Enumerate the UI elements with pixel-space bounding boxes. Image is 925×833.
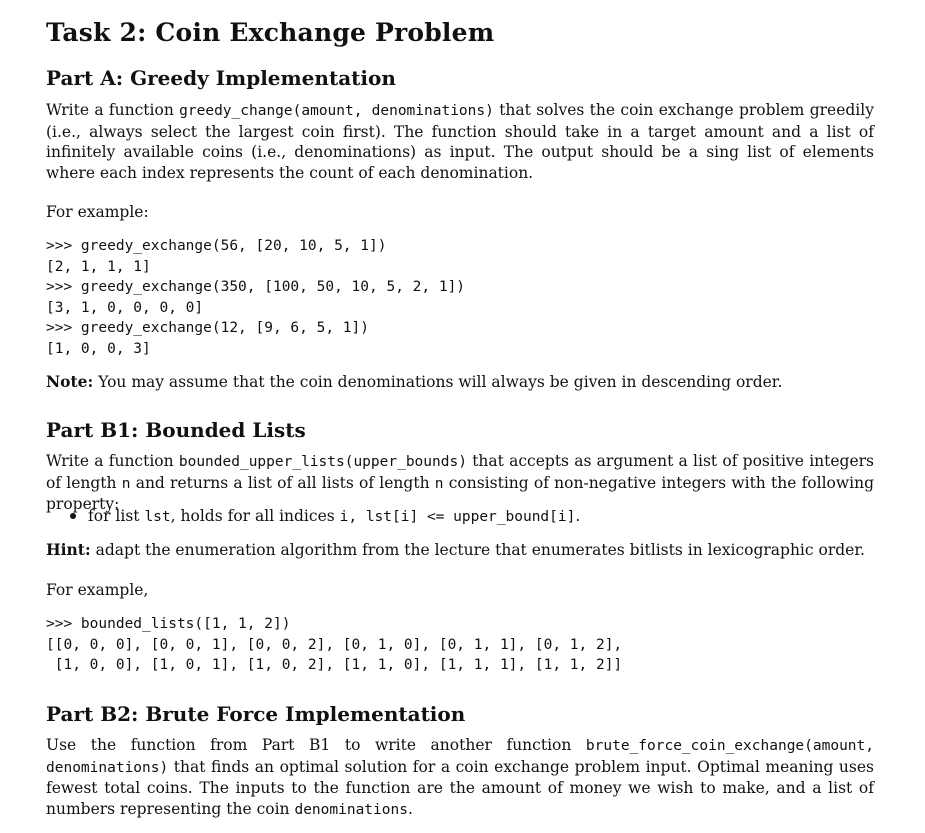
task-title: Task 2: Coin Exchange Problem bbox=[46, 18, 495, 47]
inline-code: bounded_upper_lists(upper_bounds) bbox=[178, 454, 467, 470]
part-a-code-block bbox=[46, 236, 465, 359]
inline-code: brute_force_coin_exchange(amount, denominations) bbox=[46, 738, 874, 776]
part-b1-hint bbox=[46, 540, 865, 559]
part-a-heading: Part A: Greedy Implementation bbox=[46, 66, 396, 90]
inline-code: greedy_change(amount, denominations) bbox=[179, 103, 494, 119]
code-line: >>> greedy_exchange(12, [9, 6, 5, 1]) bbox=[46, 320, 370, 336]
hint-label: Hint: bbox=[46, 540, 91, 559]
code-line: >>> bounded_lists([1, 1, 2]) bbox=[46, 616, 291, 632]
code-line: [1, 0, 0, 3] bbox=[46, 340, 151, 357]
note-text: You may assume that the coin denominations will always be given in descending order. bbox=[98, 373, 783, 391]
part-b1-heading: Part B1: Bounded Lists bbox=[46, 418, 306, 442]
part-b2-heading: Part B2: Brute Force Implementation bbox=[46, 702, 466, 726]
code-line: >>> greedy_exchange(350, [100, 50, 10, 5, 2, 1]) bbox=[46, 279, 466, 295]
part-a-example-label: For example: bbox=[46, 203, 149, 221]
code-line: [1, 0, 0], [1, 0, 1], [1, 0, 2], [1, 1, 0], [1, 1, 1], [1, 1, 2]] bbox=[46, 657, 623, 673]
part-b2-description: Use the function from Part B1 to write another function brute_force_coin_exchange(amount, denominations) that finds an optimal solution for a coin exchange problem input. Optimal meaning uses fewest total coins. The inputs to the function are the amount of money we wish to make, and a list of numbers representing the coin denominations. bbox=[46, 736, 874, 819]
hint-text: adapt the enumeration algorithm from the lecture that enumerates bitlists in lexicographic order. bbox=[95, 541, 865, 559]
code-line: [[0, 0, 0], [0, 0, 1], [0, 0, 2], [0, 1, 0], [0, 1, 1], [0, 1, 2], bbox=[46, 636, 623, 653]
bullet-item: for list lst, holds for all indices i, lst[i] <= upper_bound[i]. bbox=[70, 507, 580, 525]
part-a-description: Write a function greedy_change(amount, denominations) that solves the coin exchange problem greedily (i.e., always select the largest coin first). The function should take in a target amount and a list of infinitely available coins (i.e., denominations) as input. The output should be a sing list of elements where each index represents the count of each denomination. bbox=[46, 101, 874, 183]
part-a-note bbox=[46, 372, 782, 391]
inline-code: denominations bbox=[294, 802, 408, 819]
bullet-dot-icon bbox=[70, 513, 76, 519]
part-b1-example-label: For example, bbox=[46, 581, 149, 599]
code-line: [3, 1, 0, 0, 0, 0] bbox=[46, 299, 204, 316]
part-b1-code-block bbox=[46, 614, 622, 676]
code-line: [2, 1, 1, 1] bbox=[46, 258, 151, 275]
part-b1-description: Write a function bounded_upper_lists(upper_bounds) that accepts as argument a list of positive integers of length n and returns a list of all lists of length n consisting of non-negative integers with the following property: bbox=[46, 452, 875, 514]
inline-code: n bbox=[434, 475, 444, 492]
code-line: >>> greedy_exchange(56, [20, 10, 5, 1]) bbox=[46, 238, 387, 254]
inline-code: n bbox=[121, 475, 131, 492]
note-label: Note: bbox=[46, 372, 94, 391]
